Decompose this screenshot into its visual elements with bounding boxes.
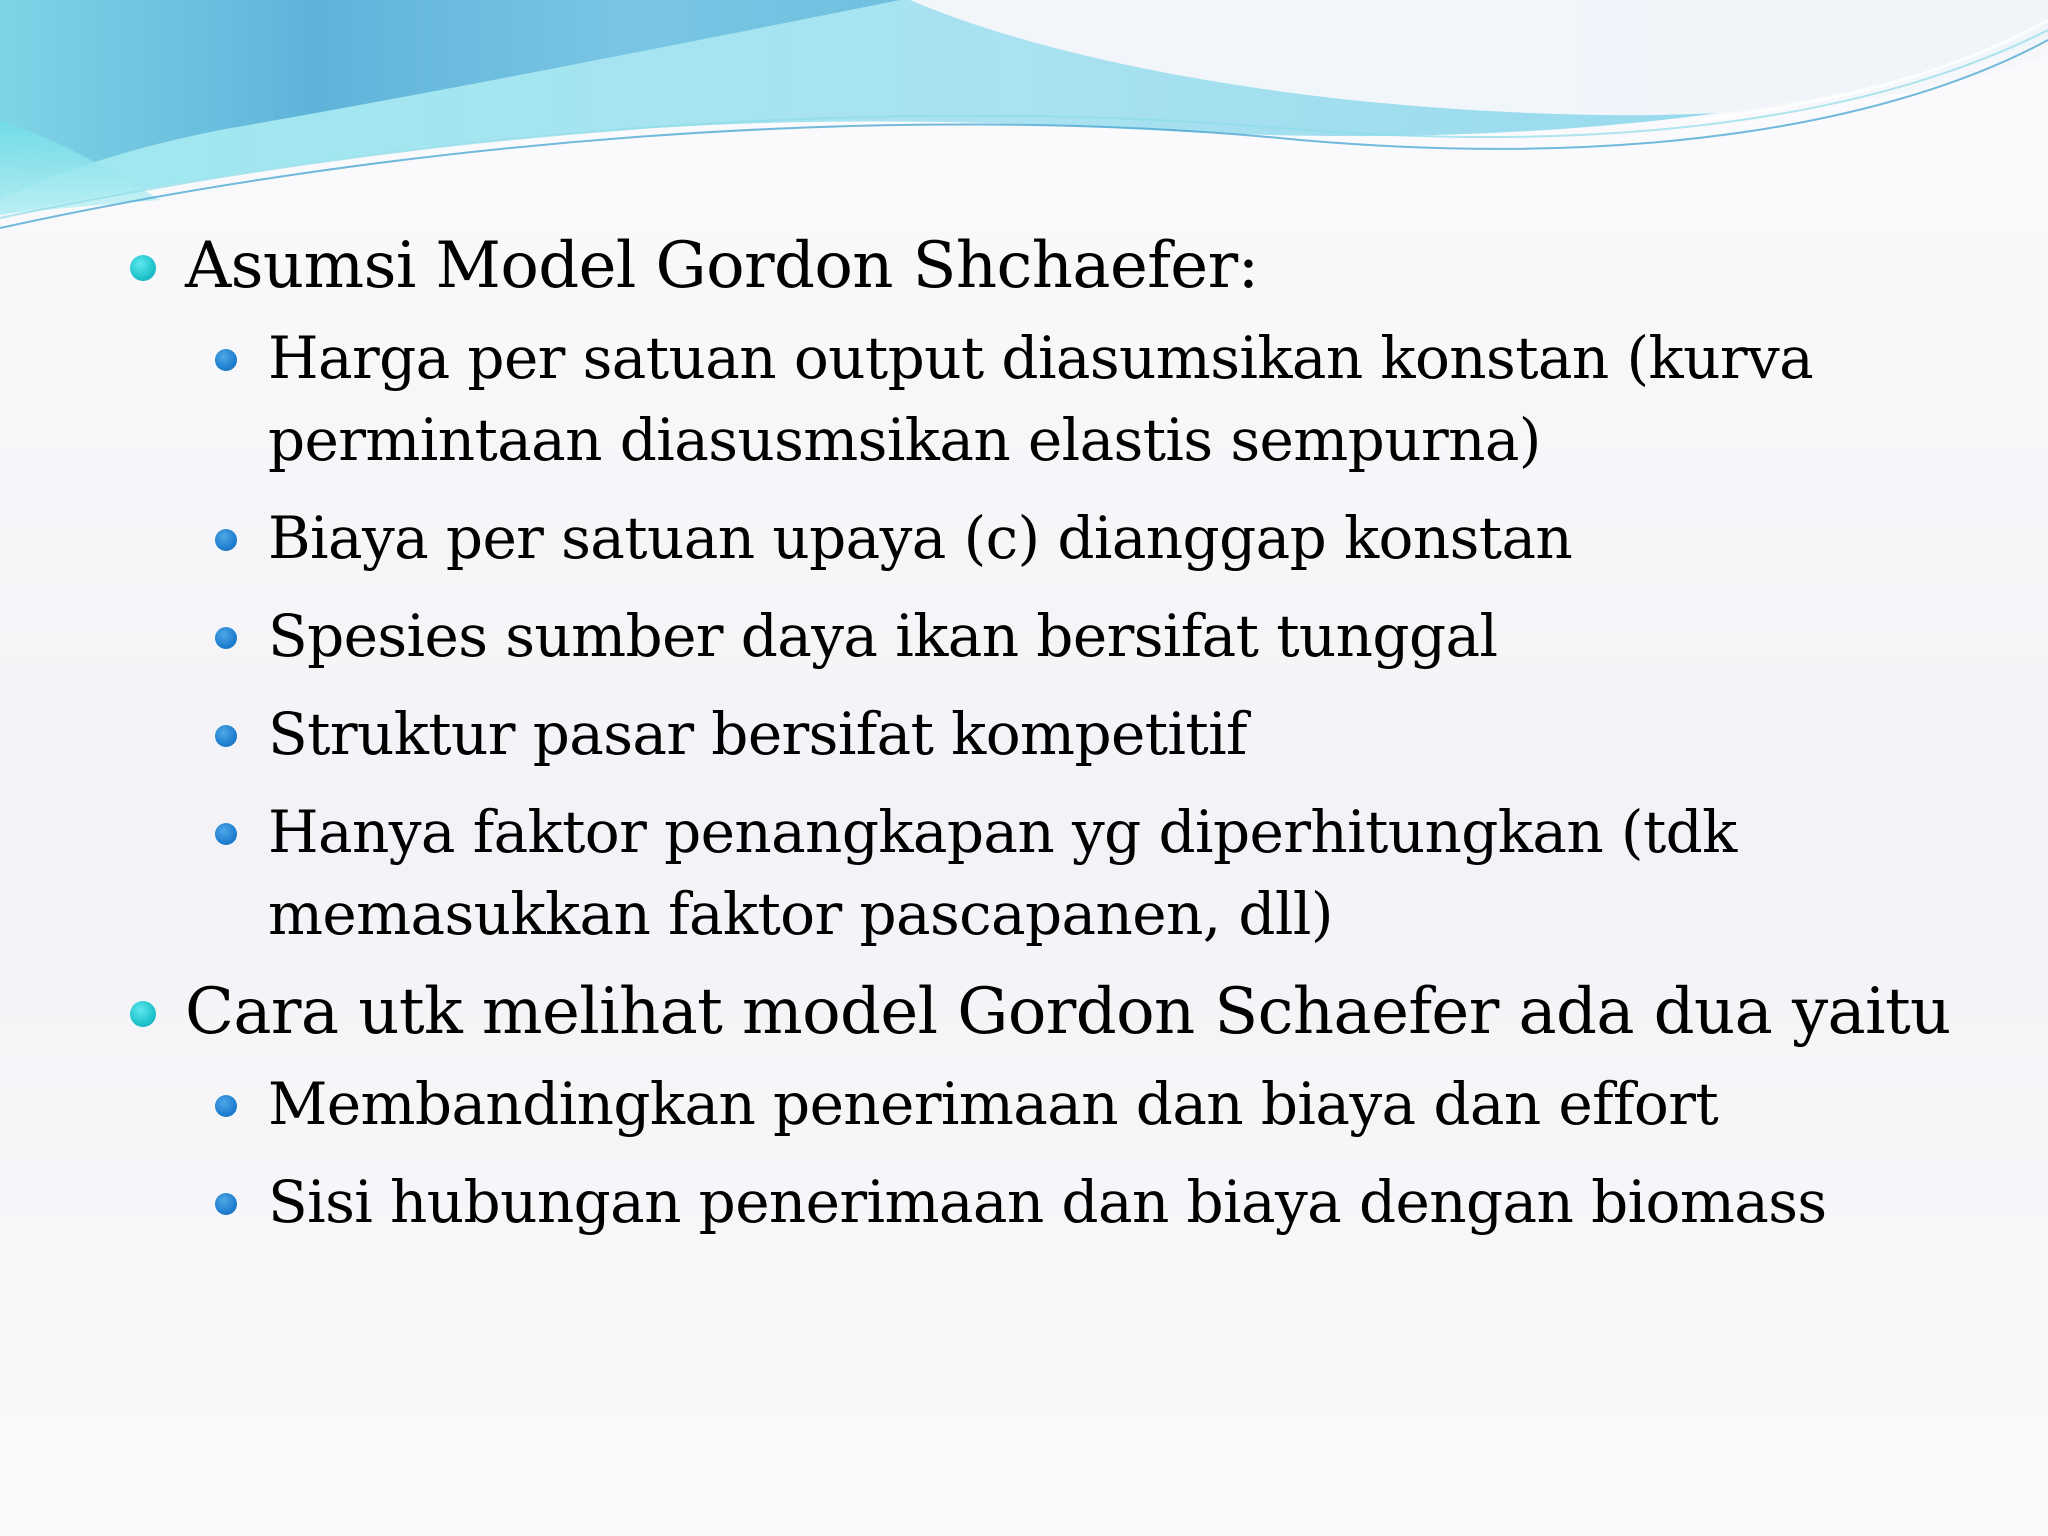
sub-bullet-text: Biaya per satuan upaya (c) dianggap konstan	[268, 504, 1573, 572]
sub-bullet-icon	[215, 1095, 237, 1117]
sub-bullet-item	[130, 693, 2010, 775]
sub-bullet-text: Spesies sumber daya ikan bersifat tunggal	[268, 602, 1498, 670]
bullet-item-asumsi	[130, 225, 2010, 955]
sub-bullet-text: Membandingkan penerimaan dan biaya dan effort	[268, 1070, 1719, 1138]
sub-bullet-icon	[215, 1193, 237, 1215]
bullet-icon	[130, 1001, 156, 1027]
sub-bullet-icon	[215, 349, 237, 371]
sub-bullet-text: Struktur pasar bersifat kompetitif	[268, 700, 1247, 768]
sub-bullet-list	[185, 1063, 2010, 1243]
bullet-text: Asumsi Model Gordon Shchaefer:	[185, 229, 1259, 303]
bullet-item-cara	[130, 971, 2010, 1243]
sub-bullet-text: Harga per satuan output diasumsikan konstan (kurva permintaan diasusmsikan elastis sempurna)	[268, 324, 1814, 474]
sub-bullet-item	[130, 497, 2010, 579]
sub-bullet-item	[130, 595, 2010, 677]
sub-bullet-icon	[215, 529, 237, 551]
sub-bullet-text: Sisi hubungan penerimaan dan biaya dengan biomass	[268, 1168, 1827, 1236]
sub-bullet-icon	[215, 725, 237, 747]
slide-content	[130, 225, 2010, 1259]
sub-bullet-list	[185, 317, 2010, 955]
sub-bullet-item	[130, 1063, 2010, 1145]
header-wave-decoration	[0, 0, 2048, 240]
sub-bullet-text: Hanya faktor penangkapan yg diperhitungkan (tdk memasukkan faktor pascapanen, dll)	[268, 798, 1737, 948]
sub-bullet-icon	[215, 627, 237, 649]
bullet-list	[130, 225, 2010, 1243]
sub-bullet-item	[130, 791, 2010, 955]
bullet-text: Cara utk melihat model Gordon Schaefer ada dua yaitu	[185, 975, 1951, 1049]
sub-bullet-item	[130, 317, 2010, 481]
bullet-icon	[130, 255, 156, 281]
sub-bullet-icon	[215, 823, 237, 845]
sub-bullet-item	[130, 1161, 2010, 1243]
